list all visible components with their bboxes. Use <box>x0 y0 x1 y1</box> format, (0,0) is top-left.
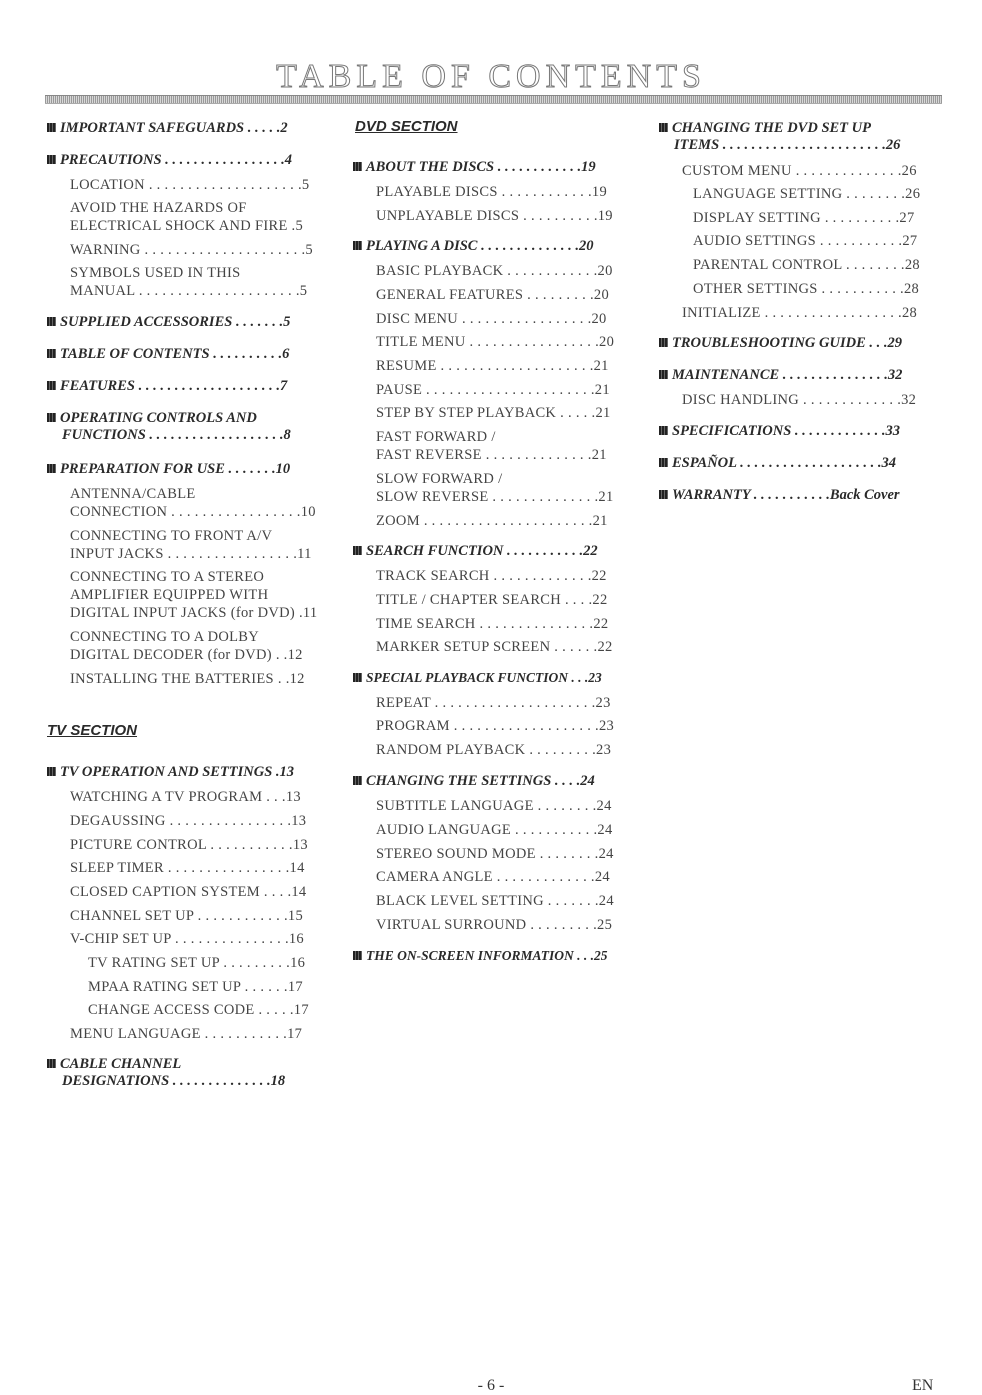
toc-entry-table-of-contents[interactable]: TABLE OF CONTENTS . . . . . . . . . .6 <box>47 346 289 363</box>
toc-subentry-sleep-timer[interactable]: SLEEP TIMER . . . . . . . . . . . . . . . .14 <box>70 860 305 876</box>
toc-subentry-audio-language[interactable]: AUDIO LANGUAGE . . . . . . . . . . .24 <box>376 822 613 838</box>
language-code: EN <box>912 1377 934 1394</box>
toc-subentry-avoid-hazards[interactable]: AVOID THE HAZARDS OF ELECTRICAL SHOCK AND FIRE .5 <box>70 200 304 234</box>
bullet-icon <box>659 370 668 379</box>
toc-entry-warranty[interactable]: WARRANTY . . . . . . . . . . .Back Cover <box>659 487 900 504</box>
bullet-icon <box>353 546 362 555</box>
title-divider <box>45 95 942 104</box>
toc-subentry-picture-control[interactable]: PICTURE CONTROL . . . . . . . . . . .13 <box>70 837 308 853</box>
toc-entry-about-discs[interactable]: ABOUT THE DISCS . . . . . . . . . . . .19 <box>353 159 596 176</box>
toc-subentry-virtual-surround[interactable]: VIRTUAL SURROUND . . . . . . . . .25 <box>376 917 613 933</box>
bullet-icon <box>659 426 668 435</box>
toc-subentry-dolby-decoder[interactable]: CONNECTING TO A DOLBY DIGITAL DECODER (for DVD) . .12 <box>70 629 303 663</box>
toc-entry-specifications[interactable]: SPECIFICATIONS . . . . . . . . . . . . .33 <box>659 423 900 440</box>
toc-subentry-playable-discs[interactable]: PLAYABLE DISCS . . . . . . . . . . . .19 <box>376 184 608 200</box>
toc-subentry-slow-forward[interactable]: SLOW FORWARD / SLOW REVERSE . . . . . . . . . . . . . .21 <box>376 471 614 505</box>
toc-subentry-closed-caption[interactable]: CLOSED CAPTION SYSTEM . . . .14 <box>70 884 307 900</box>
toc-subentry-stereo-amplifier[interactable]: CONNECTING TO A STEREO AMPLIFIER EQUIPPED WITH DIGITAL INPUT JACKS (for DVD) .11 <box>70 569 318 621</box>
bullet-icon <box>353 241 362 250</box>
toc-subentry-initialize[interactable]: INITIALIZE . . . . . . . . . . . . . . . . . .28 <box>682 305 918 321</box>
toc-subentry-general-features[interactable]: GENERAL FEATURES . . . . . . . . .20 <box>376 287 610 303</box>
toc-subentry-parental-control[interactable]: PARENTAL CONTROL . . . . . . . .28 <box>693 257 920 273</box>
toc-subentry-stereo-sound[interactable]: STEREO SOUND MODE . . . . . . . .24 <box>376 846 614 862</box>
toc-entry-cable-channel[interactable]: CABLE CHANNEL DESIGNATIONS . . . . . . . . . . . . . .18 <box>47 1056 285 1090</box>
bullet-icon <box>47 349 56 358</box>
toc-subentry-channel-setup[interactable]: CHANNEL SET UP . . . . . . . . . . . .15 <box>70 908 303 924</box>
toc-subentry-language-setting[interactable]: LANGUAGE SETTING . . . . . . . .26 <box>693 186 921 202</box>
bullet-icon <box>47 381 56 390</box>
toc-subentry-random-playback[interactable]: RANDOM PLAYBACK . . . . . . . . .23 <box>376 742 612 758</box>
toc-entry-important-safeguards[interactable]: IMPORTANT SAFEGUARDS . . . . .2 <box>47 120 288 137</box>
bullet-icon <box>47 317 56 326</box>
toc-subentry-degaussing[interactable]: DEGAUSSING . . . . . . . . . . . . . . . .13 <box>70 813 307 829</box>
bullet-icon <box>353 162 362 171</box>
toc-subentry-batteries[interactable]: INSTALLING THE BATTERIES . .12 <box>70 671 305 687</box>
toc-subentry-change-access-code[interactable]: CHANGE ACCESS CODE . . . . .17 <box>88 1002 309 1018</box>
toc-entry-features[interactable]: FEATURES . . . . . . . . . . . . . . . . . . . .7 <box>47 378 287 395</box>
toc-subentry-step-playback[interactable]: STEP BY STEP PLAYBACK . . . . .21 <box>376 405 611 421</box>
bullet-icon <box>353 776 362 785</box>
bullet-icon <box>47 413 56 422</box>
toc-entry-troubleshooting[interactable]: TROUBLESHOOTING GUIDE . . .29 <box>659 335 902 352</box>
toc-subentry-display-setting[interactable]: DISPLAY SETTING . . . . . . . . . .27 <box>693 210 915 226</box>
toc-entry-espanol[interactable]: ESPAÑOL . . . . . . . . . . . . . . . . . . . .34 <box>659 455 896 472</box>
toc-entry-precautions[interactable]: PRECAUTIONS . . . . . . . . . . . . . . . . .4 <box>47 152 292 169</box>
toc-subentry-resume[interactable]: RESUME . . . . . . . . . . . . . . . . . . . .21 <box>376 358 609 374</box>
page-title: TABLE OF CONTENTS <box>276 58 706 95</box>
bullet-icon <box>47 767 56 776</box>
toc-entry-on-screen-information[interactable]: THE ON-SCREEN INFORMATION . . .25 <box>353 948 608 964</box>
bullet-icon <box>47 123 56 132</box>
page-number: - 6 - <box>477 1377 505 1394</box>
bullet-icon <box>659 338 668 347</box>
toc-subentry-disc-menu[interactable]: DISC MENU . . . . . . . . . . . . . . . . .20 <box>376 311 607 327</box>
toc-subentry-warning[interactable]: WARNING . . . . . . . . . . . . . . . . . . . . .5 <box>70 242 313 258</box>
toc-subentry-symbols[interactable]: SYMBOLS USED IN THIS MANUAL . . . . . . . . . . . . . . . . . . . . .5 <box>70 265 308 299</box>
toc-subentry-custom-menu[interactable]: CUSTOM MENU . . . . . . . . . . . . . .26 <box>682 163 917 179</box>
bullet-icon <box>659 490 668 499</box>
toc-subentry-title-menu[interactable]: TITLE MENU . . . . . . . . . . . . . . . . .20 <box>376 334 615 350</box>
toc-subentry-front-av[interactable]: CONNECTING TO FRONT A/V INPUT JACKS . . . . . . . . . . . . . . . . .11 <box>70 528 312 562</box>
toc-subentry-tv-rating[interactable]: TV RATING SET UP . . . . . . . . .16 <box>88 955 306 971</box>
bullet-icon <box>659 123 668 132</box>
toc-subentry-repeat[interactable]: REPEAT . . . . . . . . . . . . . . . . . . . . .23 <box>376 695 611 711</box>
toc-subentry-pause[interactable]: PAUSE . . . . . . . . . . . . . . . . . . . . . .21 <box>376 382 610 398</box>
toc-subentry-camera-angle[interactable]: CAMERA ANGLE . . . . . . . . . . . . .24 <box>376 869 610 885</box>
toc-entry-search-function[interactable]: SEARCH FUNCTION . . . . . . . . . . .22 <box>353 543 598 560</box>
bullet-icon <box>47 464 56 473</box>
bullet-icon <box>47 1059 56 1068</box>
toc-subentry-location[interactable]: LOCATION . . . . . . . . . . . . . . . . . . . .5 <box>70 177 310 193</box>
toc-subentry-time-search[interactable]: TIME SEARCH . . . . . . . . . . . . . . .22 <box>376 616 609 632</box>
toc-subentry-program[interactable]: PROGRAM . . . . . . . . . . . . . . . . . . .23 <box>376 718 615 734</box>
toc-subentry-chapter-search[interactable]: TITLE / CHAPTER SEARCH . . . .22 <box>376 592 608 608</box>
toc-subentry-watching-tv[interactable]: WATCHING A TV PROGRAM . . .13 <box>70 789 301 805</box>
bullet-icon <box>659 458 668 467</box>
toc-entry-special-playback[interactable]: SPECIAL PLAYBACK FUNCTION . . .23 <box>353 670 602 686</box>
toc-entry-dvd-setup[interactable]: CHANGING THE DVD SET UP ITEMS . . . . . . . . . . . . . . . . . . . . . . .26 <box>659 120 900 154</box>
bullet-icon <box>47 155 56 164</box>
bullet-icon <box>353 951 362 960</box>
toc-entry-changing-settings[interactable]: CHANGING THE SETTINGS . . . .24 <box>353 773 595 790</box>
toc-subentry-audio-settings[interactable]: AUDIO SETTINGS . . . . . . . . . . .27 <box>693 233 918 249</box>
toc-subentry-black-level[interactable]: BLACK LEVEL SETTING . . . . . . .24 <box>376 893 614 909</box>
toc-subentry-subtitle-language[interactable]: SUBTITLE LANGUAGE . . . . . . . .24 <box>376 798 612 814</box>
toc-entry-tv-operation[interactable]: TV OPERATION AND SETTINGS .13 <box>47 764 294 781</box>
toc-subentry-antenna-cable[interactable]: ANTENNA/CABLE CONNECTION . . . . . . . . . . . . . . . . .10 <box>70 486 316 520</box>
toc-subentry-vchip-setup[interactable]: V-CHIP SET UP . . . . . . . . . . . . . . .16 <box>70 931 304 947</box>
toc-subentry-fast-forward[interactable]: FAST FORWARD / FAST REVERSE . . . . . . . . . . . . . .21 <box>376 429 607 463</box>
tv-section-heading: TV SECTION <box>47 722 138 739</box>
toc-subentry-other-settings[interactable]: OTHER SETTINGS . . . . . . . . . . .28 <box>693 281 920 297</box>
toc-subentry-mpaa-rating[interactable]: MPAA RATING SET UP . . . . . .17 <box>88 979 303 995</box>
toc-entry-preparation-for-use[interactable]: PREPARATION FOR USE . . . . . . .10 <box>47 461 290 478</box>
toc-subentry-zoom[interactable]: ZOOM . . . . . . . . . . . . . . . . . . . . . .21 <box>376 513 608 529</box>
toc-entry-operating-controls[interactable]: OPERATING CONTROLS AND FUNCTIONS . . . . . . . . . . . . . . . . . . .8 <box>47 410 291 444</box>
toc-subentry-marker-setup[interactable]: MARKER SETUP SCREEN . . . . . .22 <box>376 639 613 655</box>
toc-entry-maintenance[interactable]: MAINTENANCE . . . . . . . . . . . . . . .32 <box>659 367 902 384</box>
toc-subentry-track-search[interactable]: TRACK SEARCH . . . . . . . . . . . . .22 <box>376 568 607 584</box>
toc-entry-playing-disc[interactable]: PLAYING A DISC . . . . . . . . . . . . . .20 <box>353 238 593 255</box>
bullet-icon <box>353 673 362 682</box>
toc-subentry-menu-language[interactable]: MENU LANGUAGE . . . . . . . . . . .17 <box>70 1026 303 1042</box>
toc-subentry-disc-handling[interactable]: DISC HANDLING . . . . . . . . . . . . .32 <box>682 392 917 408</box>
toc-subentry-unplayable-discs[interactable]: UNPLAYABLE DISCS . . . . . . . . . .19 <box>376 208 613 224</box>
toc-subentry-basic-playback[interactable]: BASIC PLAYBACK . . . . . . . . . . . .20 <box>376 263 613 279</box>
toc-entry-supplied-accessories[interactable]: SUPPLIED ACCESSORIES . . . . . . .5 <box>47 314 290 331</box>
dvd-section-heading: DVD SECTION <box>355 118 458 135</box>
